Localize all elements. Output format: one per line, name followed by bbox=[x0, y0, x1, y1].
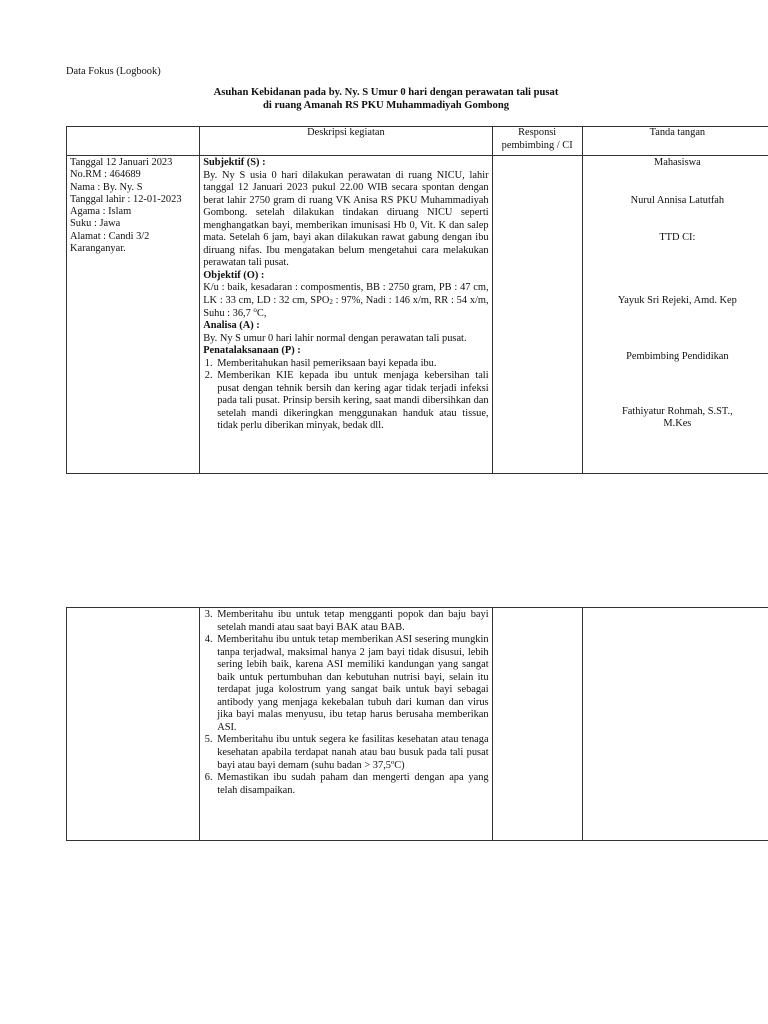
ci-label: TTD CI: bbox=[659, 232, 696, 243]
patient-info-line: Nama : By. Ny. S bbox=[70, 181, 143, 193]
list-item: 5. Memberitahu ibu untuk segera ke fasilitas kesehatan atau tenaga kesehatan apabila terdapat nanah atau bau busuk pada tali pusat bayi atau bayi demam (suhu badan > 37,5ºC) bbox=[215, 734, 488, 772]
responsi-cell-empty bbox=[492, 608, 582, 841]
responsi-cell bbox=[492, 156, 582, 474]
signature-cell bbox=[582, 156, 768, 474]
mahasiswa-name: Nurul Annisa Latutfah bbox=[630, 194, 725, 206]
list-item: 1. Memberitahukan hasil pemeriksaan bayi kepada ibu. bbox=[215, 358, 488, 371]
document-title-line-2: di ruang Amanah RS PKU Muhammadiyah Gombong bbox=[262, 100, 510, 111]
patient-info-line: Tanggal lahir : 12-01-2023 bbox=[70, 193, 182, 205]
pembimbing-label: Pembimbing Pendidikan bbox=[626, 351, 729, 362]
analisa-text: By. Ny S umur 0 hari lahir normal dengan perawatan tali pusat. bbox=[203, 332, 467, 344]
patient-info-line: Tanggal 12 Januari 2023 bbox=[70, 157, 173, 168]
logbook-table-part-1 bbox=[66, 126, 768, 474]
list-item: 6. Memastikan ibu sudah paham dan mengerti dengan apa yang telah disampaikan. bbox=[215, 772, 488, 797]
list-item: 2. Memberikan KIE kepada ibu untuk menjaga kebersihan tali pusat dengan tehnik bersih dan kering agar tidak terjadi infeksi pada tali pusat. Prinsip bersih kering, saat mandi dibersihkan dan setelah mandi dikeringkan menggunakan handuk atau tissue, tidak perlu diberikan minyak, bedak dll. bbox=[215, 370, 488, 433]
objektif-heading: Objektif (O) : bbox=[203, 269, 265, 281]
list-item: 4. Memberitahu ibu untuk tetap memberikan ASI sesering mungkin tanpa terjadwal, maksimal hanya 2 jam bayi tidak disusui, lebih sering lebih baik, karena ASI memiliki kandungan yang sangat baik untuk pertumbuhan dan kebutuhan nutrisi bayi, selain itu terdapat juga kolostrum yang sangat baik untuk bayi sebagai antibody yang menjaga kekebalan tubuh dari kuman dan virus jika bayi malas menyusu, ibu tetap harus berusaha memberikan ASI. bbox=[215, 634, 488, 734]
signature-cell-empty bbox=[582, 608, 768, 841]
document-label: Data Fokus (Logbook) bbox=[66, 66, 161, 77]
column-header-blank bbox=[67, 127, 200, 156]
penatalaksanaan-list-part-1 bbox=[203, 358, 488, 433]
patient-info-cell-empty bbox=[67, 608, 200, 841]
penatalaksanaan-heading: Penatalaksanaan (P) : bbox=[203, 345, 301, 357]
analisa-heading: Analisa (A) : bbox=[203, 320, 260, 332]
patient-info-line: Suku : Jawa bbox=[70, 218, 121, 230]
description-cell bbox=[200, 156, 492, 474]
table-header-row bbox=[67, 127, 768, 156]
pembimbing-name-line-1: Fathiyatur Rohmah, S.ST., bbox=[622, 405, 733, 417]
description-cell-continued bbox=[200, 608, 492, 841]
patient-info-line: Alamat : Candi 3/2 bbox=[70, 230, 150, 242]
table-row bbox=[67, 608, 768, 841]
list-item: 3. Memberitahu ibu untuk tetap mengganti popok dan baju bayi setelah mandi atau saat bayi BAK atau BAB. bbox=[215, 609, 488, 634]
subjektif-text: By. Ny S usia 0 hari dilakukan perawatan di ruang NICU, lahir tanggal 12 Januari 2023 pukul 22.00 WIB secara spontan dengan berat lahir 2750 gram di ruang VK Anisa RS PKU Muhammadiyah Gombong. setelah dilakukan tindakan diruang NICU seperti menghangatkan bayi, memberikan imunisasi Hb 0, Vit. K dan salep mata. Setelah 6 jam, bayi akan dilakukan rawat gabung dengan ibu diruang nifas. Ibu mengatakan belum mengetahui cara melakukan perawatan tali pusat. bbox=[203, 169, 489, 269]
penatalaksanaan-list-part-2 bbox=[203, 609, 488, 797]
objektif-text: K/u : baik, kesadaran : composmentis, BB : 2750 gram, PB : 47 cm, LK : 33 cm, LD : 32 cm, $SPO_2$ : 97%, Nadi : 146 x/m, RR : 54 x/m, Suhu : 36,7 $^o$C, bbox=[203, 282, 489, 319]
subjektif-heading: Subjektif (S) : bbox=[203, 157, 266, 168]
patient-info-line: Agama : Islam bbox=[70, 206, 132, 218]
patient-info-line: No.RM : 464689 bbox=[70, 169, 141, 181]
pembimbing-name-line-2: M.Kes bbox=[663, 418, 692, 429]
logbook-table-part-2 bbox=[66, 607, 768, 841]
document-title-line-1: Asuhan Kebidanan pada by. Ny. S Umur 0 hari dengan perawatan tali pusat bbox=[213, 87, 559, 98]
column-header-deskripsi: Deskripsi kegiatan bbox=[200, 127, 492, 156]
column-header-tanda-tangan: Tanda tangan bbox=[582, 127, 768, 156]
ci-name: Yayuk Sri Rejeki, Amd. Kep bbox=[617, 294, 737, 306]
table-row bbox=[67, 156, 768, 474]
patient-info-line: Karanganyar. bbox=[70, 243, 126, 255]
patient-info-cell bbox=[67, 156, 200, 474]
mahasiswa-label: Mahasiswa bbox=[653, 157, 701, 168]
column-header-responsi: Responsi pembimbing / CI bbox=[492, 127, 582, 156]
